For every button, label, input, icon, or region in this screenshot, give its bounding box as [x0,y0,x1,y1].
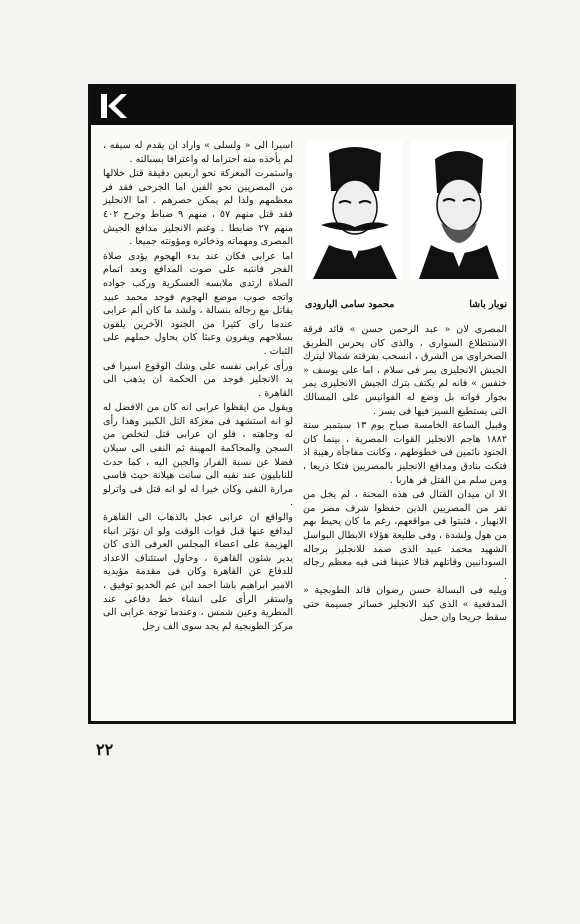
portrait-nubar-pasha [411,141,507,279]
paragraph: اما عرابى فكان عند بدء الهجوم يؤدى صلاة الفجر فانتبه على صوت المدافع وبعد اتمام الصلاة ارتدى ملابسه العسكرية وركب جواده واتجه صوب موضع الهجوم فوجد محمد عبيد يقاتل مع رجاله بنسالة ، ولشد ما كان ألم عرابى عندما راى كثيرا من الجنود الآخرين يلقون بسلاحهم ويفرون وعبثا كان يحاول حملهم على الثبات . [103,250,293,357]
paragraph: اسيرا الى « ولسلى » واراد ان يقدم له سيفه ، لم يأخذه منه احتراما له واعترافا بسبالته . [103,140,293,165]
portraits [303,141,507,297]
caption-right: نوبار باشا [469,299,507,310]
paragraph: والواقع ان عرابى عجل بالذهاب الى القاهرة ليدافع عنها قبل قوات الوقت ولو ان نؤثر انباء الهزيمة على اعضاء المجلس العرفى الذى كان يدير شئون القاهرة ، وحاول استئناف الاعداد للدفاع عن القاهرة وكان فى مقدمة مؤيديه الامير ابراهيم باشا احمد ابن عم الخديو توفيق ، واستقر الرأى على انشاء خط دفاعى عند المطرية وعين شمس ، وعندما توجه عرابى الى مركز الطوبجية لم يجد سوى الف رجل [103,512,293,632]
header-band [91,87,513,125]
caption-left: محمود سامی البارودی [305,299,395,310]
paragraph: وقبيل الساعة الخامسة صباح يوم ١٣ سبتمبر سنة ١٨٨٢ هاجم الانجليز القوات المصرية ، بينما كان الجنود نائمين فى خطوطهم ، وكانت مفاجأة رهيبة اذ فتكت بنادق ومدافع الانجليز بالمصريين فتكا ذريعا ، ومن سلم من القتل فر هاربا . [303,420,507,486]
portrait-captions [303,299,507,317]
page-number: ٢٢ [96,740,114,759]
paragraph: المصرى لان « عبد الرحمن حسن » قائد فرقة الاستطلاع السوارى ، والذى كان يحرس الطريق الصحراوى من الشرق ، انسحب بفرقته شمالا ليترك الجيش الانجليزى يمر فى سلام ، اما على يوسف « خنفس » فانه لم يكتف بترك الجيش الانجليزى يمر بجوار قواته بل وضع له الفوانيس على المسالك التى يستطيع السير فيها فى يسر . [303,324,507,417]
page-frame [88,84,516,724]
k-chevron-logo-icon [99,91,129,121]
text-column-left [103,139,293,634]
paragraph: واستمرت المعركة نحو اربعين دقيقة قتل خلالها من المصريين نحو الفين اما الجرحى فقد فر معظمهم ولذا لم يمكن حصرهم . اما الانجليز فقد قتل منهم ٥٧ ، منهم ٩ ضباط وجرح ٤٠٢ منهم ٢٧ ضابطا . وغنم الانجليز مدافع الجيش المصرى ومهماته وذخائره ومؤونته جميعا . [103,168,293,248]
paragraph: ويقول من ايقظوا عرابى انه كان من الافضل له لو انه استشهد فى معركة التل الكبير وهذا رأى له وجاهته ، فلو ان عرابى قتل لتخلص من السجن والمحاكمة المهينة ثم النفى الى سيلان فضلا عن نسبة الفرار والجبن اليه ، كما حدث للنابليون عند نفيه الى سانت هيلانة حيث قاسى مرارة النفى وكان خيرا له لو انه قتل فى واترلو . [103,402,293,509]
paragraph: الا ان ميدان القتال فى هذه المحنة ، لم يخل من نفر من المصريين الذين حفظوا شرف مصر من الانهيار ، فثبتوا فى مواقعهم، رغم ما كان يحيط بهم من هول ولشدة ، وفى طليعة هؤلاء الابطال البواسل الشهيد محمد عبيد الذى صمد للانجليز برجاله السودانيين وقاتلهم قتالا عنيفا فنى فيه معظم رجاله . [303,489,507,582]
paragraph: ويليه فى البسالة حسن رضوان قائد الطوبجية « المدفعية » الذى كبد الانجليز خسائر جسيمة حتى سقط جريحا وان حمل [303,585,507,624]
portrait-mahmoud-sami-elbaroudi [307,141,403,279]
text-column-right [303,323,507,626]
paragraph: ورأى عرابى نفسه على وشك الوقوع اسيرا فى يد الانجليز فوجد من الحكمة ان يذهب الى القاهرة . [103,360,293,399]
